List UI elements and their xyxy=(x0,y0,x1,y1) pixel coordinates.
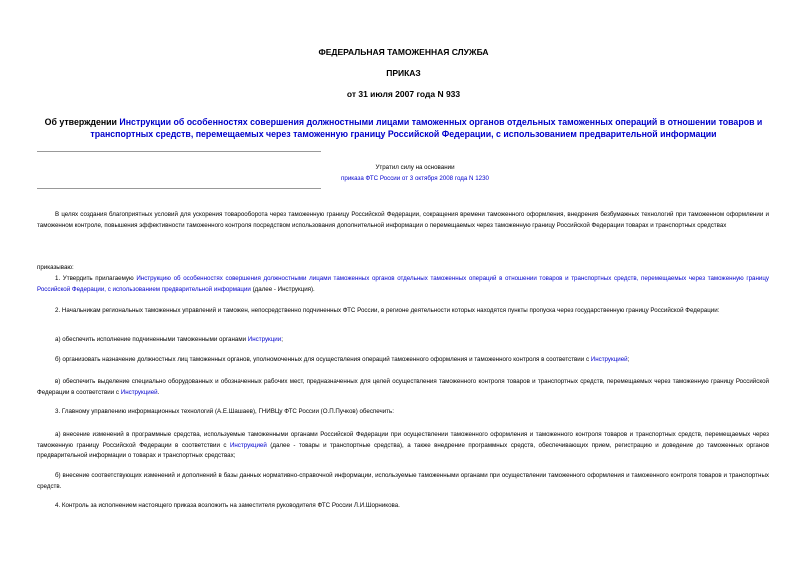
doc-date-number: от 31 июля 2007 года N 933 xyxy=(346,89,461,99)
paragraph-2a xyxy=(37,335,769,346)
p2a-suffix: ; xyxy=(281,336,283,343)
p2b-suffix: ; xyxy=(627,356,630,363)
divider-bottom xyxy=(37,188,321,189)
p3a-prefix: а) внесение изменений в программные средства, используемые таможенными органами Российской Федерации при осуществлении таможенного оформления и таможенного контроля товаров и транспортных средств, перемещаемых через таможенную границу Российской Федерации в соответствии с xyxy=(37,431,769,449)
doc-type-heading: ПРИКАЗ xyxy=(386,68,421,78)
preamble-paragraph: В целях создания благоприятных условий для ускорения товарооборота через таможенную границу Российской Федерации, сокращения времени таможенного оформления, внедрения безбумажных технологий при таможенном оформлении и таможенном контроле, повышения эффективности таможенного контроля посредством использования дополнительной информации о перемещаемых через таможенную границу Российской Федерации товарах и транспортных средствах xyxy=(37,211,769,229)
p3a-suffix: (далее - товары и транспортные средства), а также внедрение программных средств, обеспечивающих прием, регистрацию и доведение до таможенных органов предварительной информации о товарах и транспортных средствах; xyxy=(37,441,769,459)
p1-prefix: 1. Утвердить прилагаемую xyxy=(55,275,137,282)
p2b-prefix: б) организовать назначение должностных лиц таможенных органов, уполномоченных для осуществления операций таможенного оформления и таможенного контроля в соответствии с xyxy=(55,356,591,363)
p2b-link[interactable]: Инструкцией xyxy=(590,356,628,363)
paragraph-3: 3. Главному управлению информационных технологий (А.Е.Шашаев), ГНИВЦу ФТС России (О.П.Пучков) обеспечить: xyxy=(55,408,394,415)
order-word: приказываю: xyxy=(37,264,74,271)
divider-top xyxy=(37,151,321,152)
status-note-link[interactable]: приказа ФТС России от 3 октября 2008 года N 1230 xyxy=(341,175,489,182)
paragraph-2c xyxy=(37,377,769,398)
p2a-prefix: а) обеспечить исполнение подчиненными таможенными органами xyxy=(55,336,248,343)
p2c-link[interactable]: Инструкцией xyxy=(120,388,158,396)
status-note-text: Утратил силу на основании xyxy=(375,164,455,171)
status-note xyxy=(270,162,560,184)
paragraph-2: 2. Начальникам региональных таможенных управлений и таможен, непосредственно подчиненных ФТС России, в регионе деятельности которых находятся пункты пропуска через государственную границу Российской Федерации: xyxy=(55,307,720,314)
p2a-link[interactable]: Инструкции xyxy=(247,336,282,343)
document-title xyxy=(22,116,785,140)
title-instruction-link[interactable]: Инструкции об особенностях совершения должностными лицами таможенных органов отдельных таможенных операций в отношении товаров и транспортных средств, перемещаемых через таможенную границу Российской Федерации, с использованием предварительной информации xyxy=(90,117,763,139)
paragraph-4: 4. Контроль за исполнением настоящего приказа возложить на заместителя руководителя ФТС России Л.И.Шорникова. xyxy=(55,502,400,509)
p1-instruction-link[interactable]: Инструкцию об особенностях совершения должностными лицами таможенных органов отдельных таможенных операций в отношении товаров и транспортных средств, перемещаемых через таможенную границу Российской Федерации, с использованием предварительной информации xyxy=(37,275,769,293)
paragraph-1 xyxy=(37,274,769,295)
paragraph-3b: б) внесение соответствующих изменений и дополнений в базы данных нормативно-справочной информации, используемые таможенными органами при осуществлении таможенного оформления и таможенного контроля товаров и транспортных средств. xyxy=(37,472,769,490)
paragraph-2b xyxy=(37,355,769,366)
p2c-suffix: . xyxy=(157,388,160,396)
p1-suffix: (далее - Инструкция). xyxy=(250,285,315,293)
p3a-link[interactable]: Инструкцией xyxy=(229,441,267,449)
agency-heading: ФЕДЕРАЛЬНАЯ ТАМОЖЕННАЯ СЛУЖБА xyxy=(318,47,489,57)
paragraph-3a xyxy=(37,430,769,462)
title-prefix: Об утверждении xyxy=(44,117,120,127)
p2c-prefix: в) обеспечить выделение специально оборудованных и обозначенных рабочих мест, предназначенных для целей осуществления таможенного контроля товаров и транспортных средств, перемещаемых через таможенную границу Российской Федерации в соответствии с xyxy=(37,378,769,396)
